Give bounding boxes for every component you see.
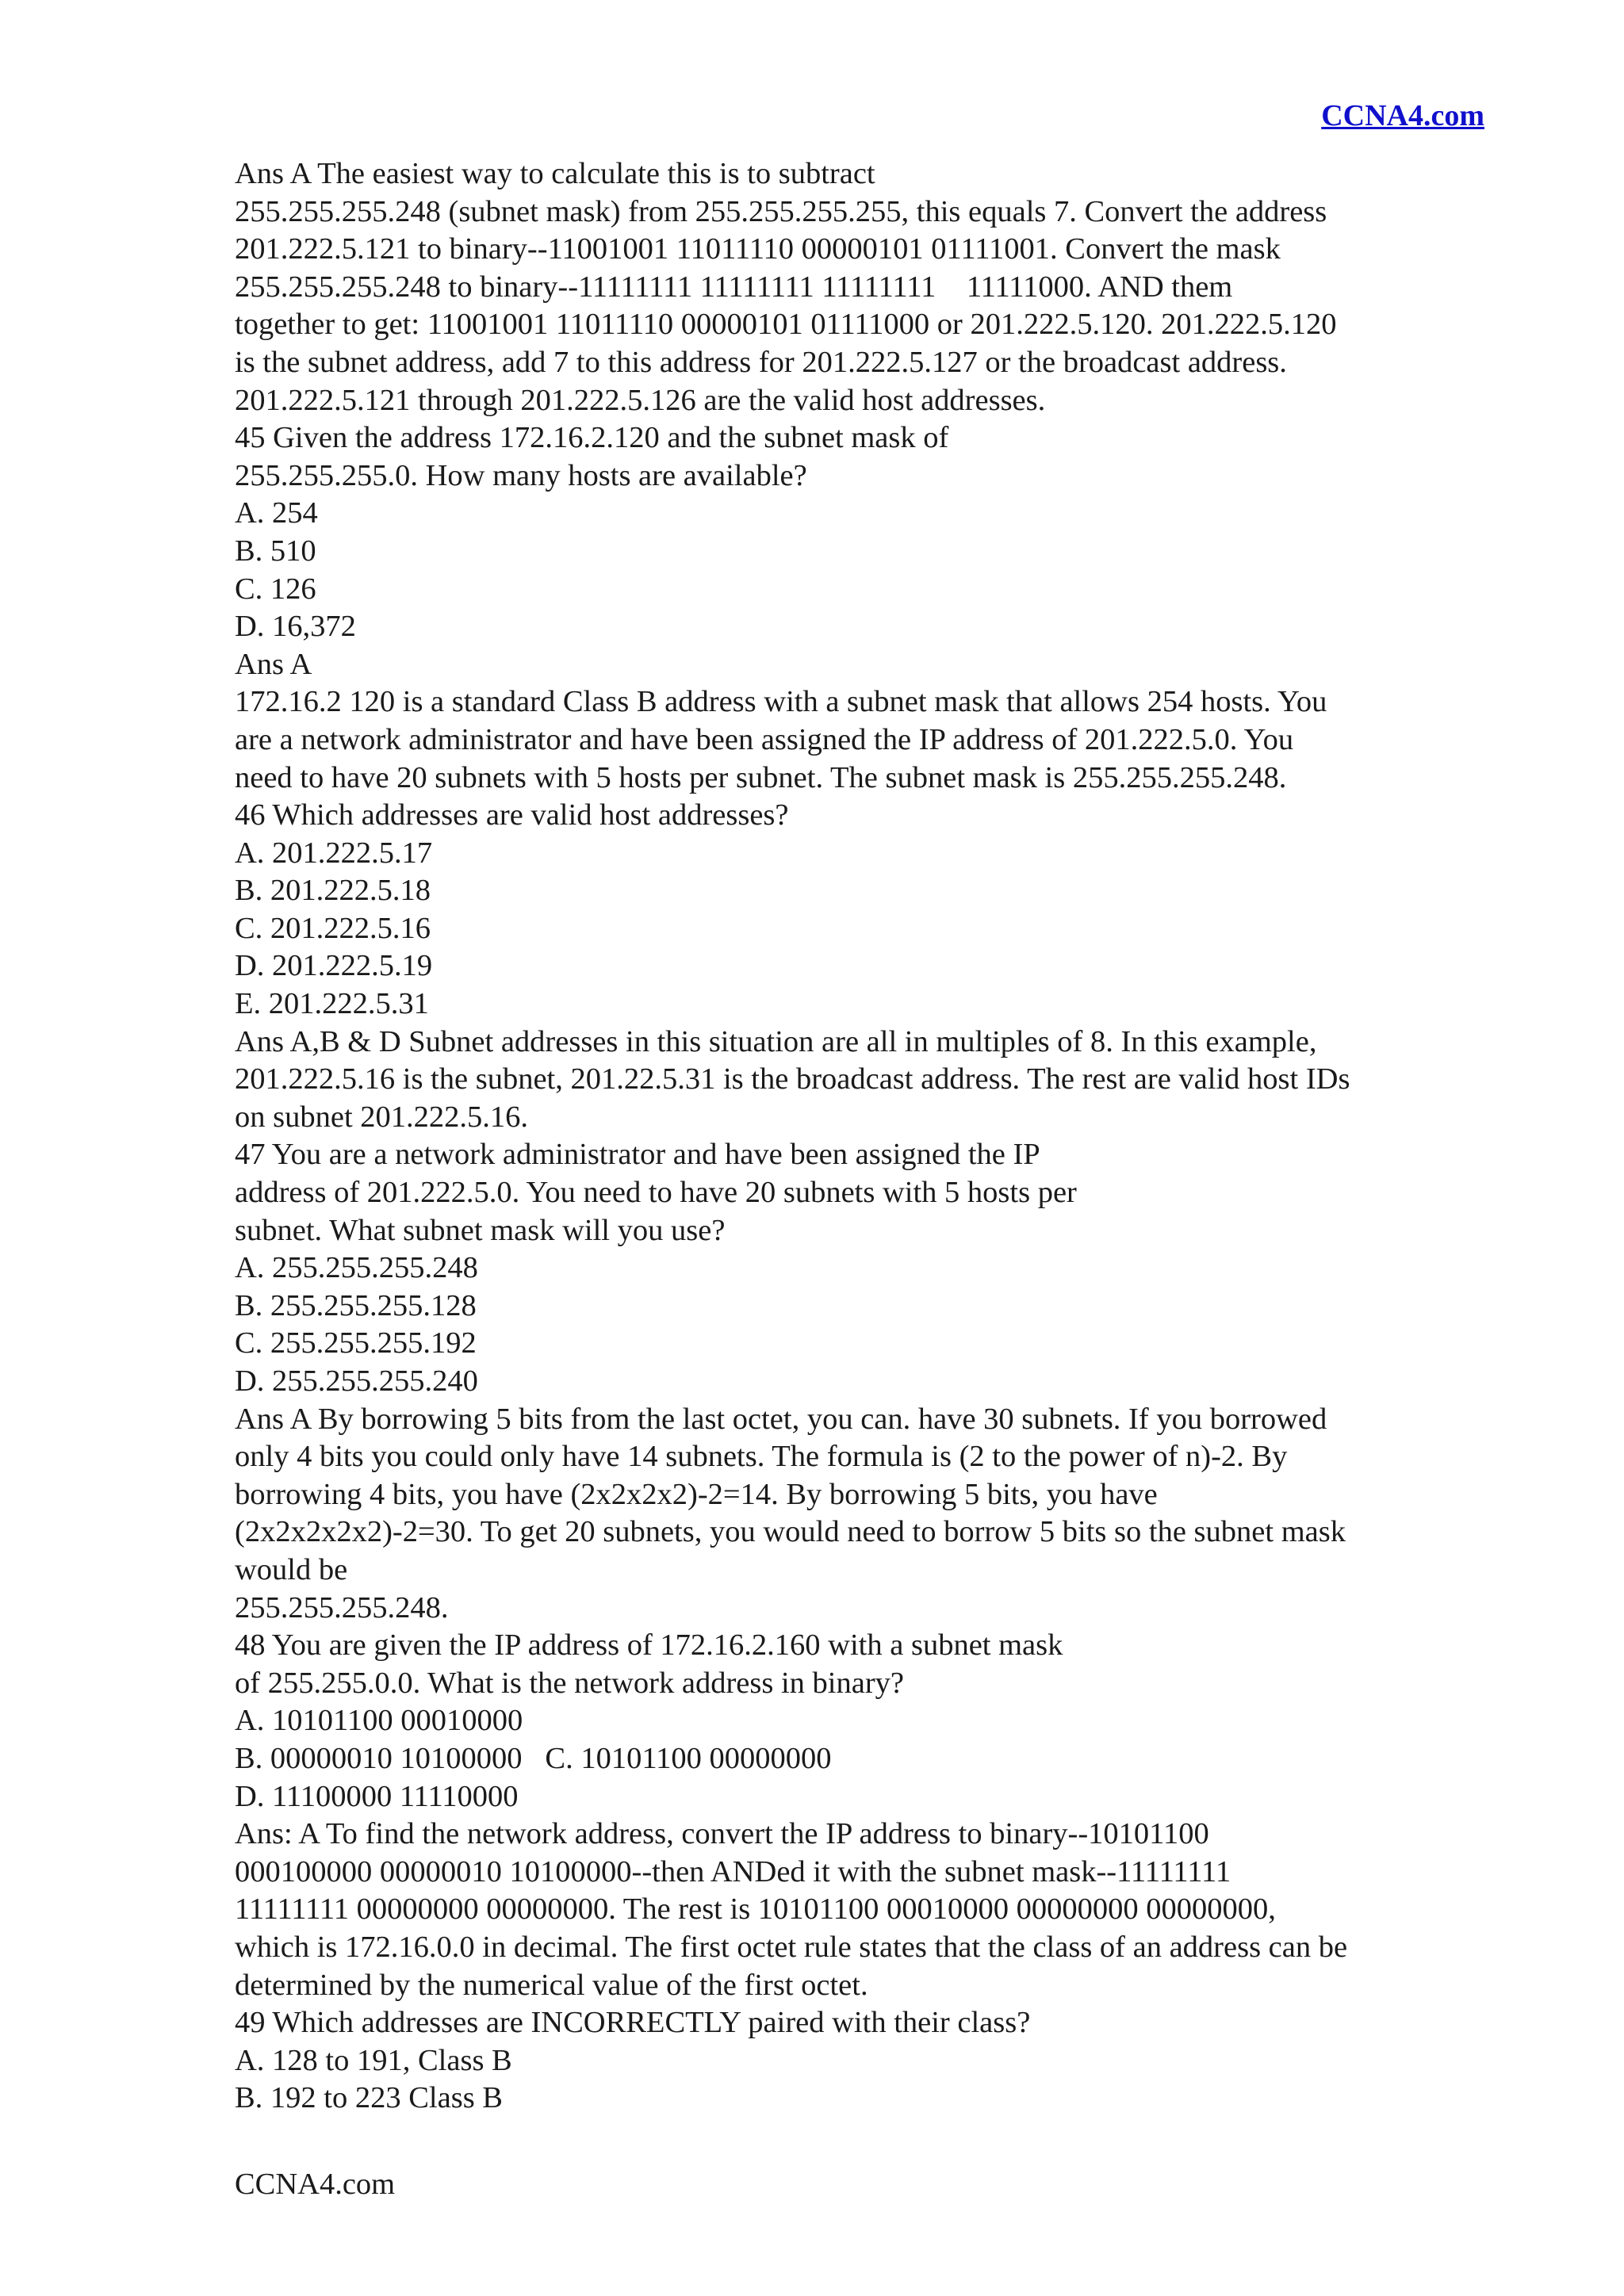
text-line: A. 201.222.5.17 [235,836,433,870]
text-line: C. 201.222.5.16 [235,911,431,945]
text-line: subnet. What subnet mask will you use? [235,1213,726,1247]
text-line: 201.222.5.16 is the subnet, 201.22.5.31 is the broadcast address. The rest are valid host IDs [235,1062,1350,1096]
text-line: address of 201.222.5.0. You need to have 20 subnets with 5 hosts per [235,1176,1077,1210]
text-line: together to get: 11001001 11011110 00000101 01111000 or 201.222.5.120. 201.222.5.120 [235,308,1337,342]
text-line: B. 192 to 223 Class B [235,2081,503,2115]
text-line: 255.255.255.248 (subnet mask) from 255.255.255.255, this equals 7. Convert the address [235,194,1327,228]
text-line: D. 11100000 11110000 [235,1779,519,1813]
header-site-link[interactable]: CCNA4.com [1321,99,1484,132]
text-line: D. 201.222.5.19 [235,949,433,983]
text-line: determined by the numerical value of the first octet. [235,1968,868,2002]
text-line: 48 You are given the IP address of 172.16.2.160 with a subnet mask [235,1628,1063,1663]
text-line: B. 00000010 10100000 C. 10101100 00000000 [235,1741,832,1775]
text-line: Ans A [235,647,312,681]
text-line: A. 255.255.255.248 [235,1251,478,1285]
text-line: E. 201.222.5.31 [235,987,429,1021]
text-line: on subnet 201.222.5.16. [235,1100,529,1134]
text-line: 49 Which addresses are INCORRECTLY paired with their class? [235,2006,1031,2040]
text-line: 255.255.255.0. How many hosts are available? [235,458,807,492]
text-line: B. 255.255.255.128 [235,1288,477,1322]
text-line: need to have 20 subnets with 5 hosts per subnet. The subnet mask is 255.255.255.248. [235,760,1287,794]
text-line: 255.255.255.248. [235,1590,449,1624]
text-line: 47 You are a network administrator and have been assigned the IP [235,1138,1040,1172]
text-line: only 4 bits you could only have 14 subnets. The formula is (2 to the power of n)-2. By [235,1440,1288,1474]
text-line: (2x2x2x2x2)-2=30. To get 20 subnets, you would need to borrow 5 bits so the subnet mask [235,1515,1346,1549]
text-line: 201.222.5.121 through 201.222.5.126 are the valid host addresses. [235,383,1046,417]
text-line: are a network administrator and have been assigned the IP address of 201.222.5.0. You [235,722,1294,756]
text-line: Ans A The easiest way to calculate this is to subtract [235,157,875,190]
document-body [235,155,1456,2118]
text-line: borrowing 4 bits, you have (2x2x2x2)-2=14. By borrowing 5 bits, you have [235,1477,1158,1511]
text-line: B. 201.222.5.18 [235,874,431,908]
text-line: B. 510 [235,534,316,568]
text-line: 201.222.5.121 to binary--11001001 11011110 00000101 01111001. Convert the mask [235,232,1281,266]
text-line: 255.255.255.248 to binary--11111111 11111111 11111111 11111000. AND them [235,270,1233,304]
text-line: A. 254 [235,496,318,530]
text-line: C. 126 [235,572,316,606]
text-line: which is 172.16.0.0 in decimal. The first octet rule states that the class of an address can be [235,1930,1348,1964]
text-line: C. 255.255.255.192 [235,1326,477,1360]
text-line: is the subnet address, add 7 to this address for 201.222.5.127 or the broadcast address. [235,345,1287,379]
text-line: Ans: A To find the network address, convert the IP address to binary--10101100 [235,1817,1209,1851]
text-line: D. 255.255.255.240 [235,1364,478,1398]
text-line: 11111111 00000000 00000000. The rest is 10101100 00010000 00000000 00000000, [235,1892,1276,1927]
text-line: A. 128 to 191, Class B [235,2043,512,2077]
text-line: 000100000 00000010 10100000--then ANDed it with the subnet mask--11111111 [235,1854,1231,1888]
text-line: of 255.255.0.0. What is the network address in binary? [235,1666,904,1700]
footer-site-text: CCNA4.com [235,2168,396,2201]
text-line: 46 Which addresses are valid host addresses? [235,798,789,832]
text-line: would be [235,1552,348,1586]
text-line: D. 16,372 [235,610,356,644]
text-line: A. 10101100 00010000 [235,1704,523,1738]
text-line: Ans A,B & D Subnet addresses in this situation are all in multiples of 8. In this example, [235,1024,1317,1058]
text-line: 45 Given the address 172.16.2.120 and the subnet mask of [235,421,949,455]
text-line: 172.16.2 120 is a standard Class B address with a subnet mask that allows 254 hosts. You [235,685,1327,719]
text-line: Ans A By borrowing 5 bits from the last octet, you can. have 30 subnets. If you borrowed [235,1402,1327,1436]
